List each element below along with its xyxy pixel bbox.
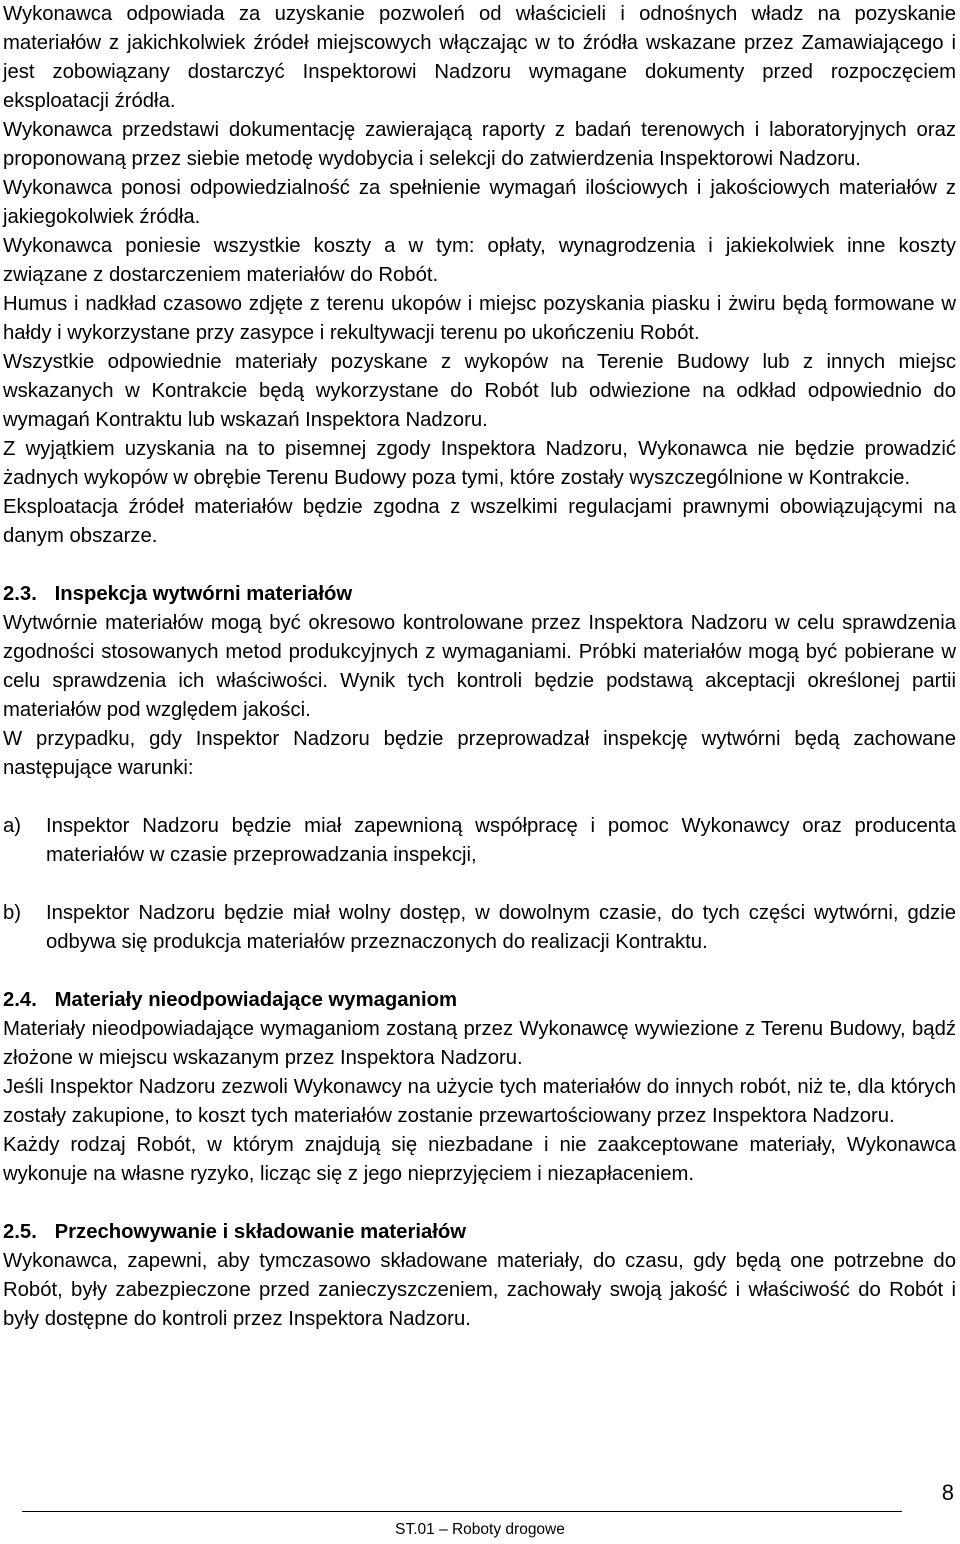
paragraph: Humus i nadkład czasowo zdjęte z terenu ukopów i miejsc pozyskania piasku i żwiru będą formowane w hałdy i wykorzystane przy zasypce i rekultywacji terenu po ukończeniu Robót.	[3, 293, 956, 344]
paragraph: Materiały nieodpowiadające wymaganiom zostaną przez Wykonawcę wywiezione z Terenu Budowy, bądź złożone w miejscu wskazanym przez Inspektora Nadzoru.	[3, 1018, 956, 1069]
spacer	[3, 870, 956, 899]
list-item	[3, 899, 956, 957]
paragraph: Z wyjątkiem uzyskania na to pisemnej zgody Inspektora Nadzoru, Wykonawca nie będzie prowadzić żadnych wykopów w obrębie Terenu Budowy poza tymi, które zostały wyszczególnione w Kontrakcie.	[3, 438, 956, 489]
spacer	[3, 551, 956, 580]
section-number: 2.4.	[3, 989, 37, 1011]
paragraph: Eksploatacja źródeł materiałów będzie zgodna z wszelkimi regulacjami prawnymi obowiązującymi na danym obszarze.	[3, 496, 956, 547]
spacer	[3, 783, 956, 812]
spacer	[3, 1189, 956, 1218]
footer-text: ST.01 – Roboty drogowe	[395, 1521, 565, 1538]
list-item-text: Inspektor Nadzoru będzie miał wolny dostęp, w dowolnym czasie, do tych części wytwórni, gdzie odbywa się produkcja materiałów przeznaczonych do realizacji Kontraktu.	[46, 902, 956, 953]
page-number: 8	[941, 1480, 954, 1505]
section-title: Inspekcja wytwórni materiałów	[54, 583, 353, 605]
footer-divider	[22, 1511, 902, 1512]
section-title: Materiały nieodpowiadające wymaganiom	[54, 989, 458, 1011]
paragraph: Wykonawca, zapewni, aby tymczasowo składowane materiały, do czasu, gdy będą one potrzebne do Robót, były zabezpieczone przed zanieczyszczeniem, zachowały swoją jakość i właściwość do Robót i były dostępne do kontroli przez Inspektora Nadzoru.	[3, 1250, 956, 1330]
spacer	[3, 957, 956, 986]
paragraph: Każdy rodzaj Robót, w którym znajdują się niezbadane i nie zaakceptowane materiały, Wykonawca wykonuje na własne ryzyko, licząc się z jego nieprzyjęciem i niezapłaceniem.	[3, 1134, 956, 1185]
section-number: 2.3.	[3, 583, 37, 605]
paragraph: Wykonawca przedstawi dokumentację zawierającą raporty z badań terenowych i laboratoryjnych oraz proponowaną przez siebie metodę wydobycia i selekcji do zatwierdzenia Inspektorowi Nadzoru.	[3, 119, 956, 170]
list-item	[3, 812, 956, 870]
paragraph: Jeśli Inspektor Nadzoru zezwoli Wykonawcy na użycie tych materiałów do innych robót, niż te, dla których zostały zakupione, to koszt tych materiałów zostanie przewartościowany przez Inspektora Nadzoru.	[3, 1076, 956, 1127]
paragraph: W przypadku, gdy Inspektor Nadzoru będzie przeprowadzał inspekcję wytwórni będą zachowane następujące warunki:	[3, 728, 956, 779]
paragraph: Wykonawca ponosi odpowiedzialność za spełnienie wymagań ilościowych i jakościowych materiałów z jakiegokolwiek źródła.	[3, 177, 956, 228]
list-item-text: Inspektor Nadzoru będzie miał zapewnioną współpracę i pomoc Wykonawcy oraz producenta materiałów w czasie przeprowadzania inspekcji,	[46, 815, 956, 866]
section-heading-2-5	[3, 1218, 956, 1247]
document-page	[3, 0, 956, 1334]
section-heading-2-3	[3, 580, 956, 609]
paragraph: Wytwórnie materiałów mogą być okresowo kontrolowane przez Inspektora Nadzoru w celu sprawdzenia zgodności stosowanych metod produkcyjnych z wymaganiami. Próbki materiałów mogą być pobierane w celu sprawdzenia ich właściwości. Wynik tych kontroli będzie podstawą akceptacji określonej partii materiałów pod względem jakości.	[3, 612, 956, 721]
list-marker: b)	[3, 902, 22, 924]
section-heading-2-4	[3, 986, 956, 1015]
list-marker: a)	[3, 815, 22, 837]
section-number: 2.5.	[3, 1221, 37, 1243]
paragraph: Wykonawca poniesie wszystkie koszty a w tym: opłaty, wynagrodzenia i jakiekolwiek inne koszty związane z dostarczeniem materiałów do Robót.	[3, 235, 956, 286]
section-title: Przechowywanie i składowanie materiałów	[54, 1221, 467, 1243]
paragraph: Wykonawca odpowiada za uzyskanie pozwoleń od właścicieli i odnośnych władz na pozyskanie materiałów z jakichkolwiek źródeł miejscowych włączając w to źródła wskazane przez Zamawiającego i jest zobowiązany dostarczyć Inspektorowi Nadzoru wymagane dokumenty przed rozpoczęciem eksploatacji źródła.	[3, 3, 956, 112]
paragraph: Wszystkie odpowiednie materiały pozyskane z wykopów na Terenie Budowy lub z innych miejsc wskazanych w Kontrakcie będą wykorzystane do Robót lub odwiezione na odkład odpowiednio do wymagań Kontraktu lub wskazań Inspektora Nadzoru.	[3, 351, 956, 431]
